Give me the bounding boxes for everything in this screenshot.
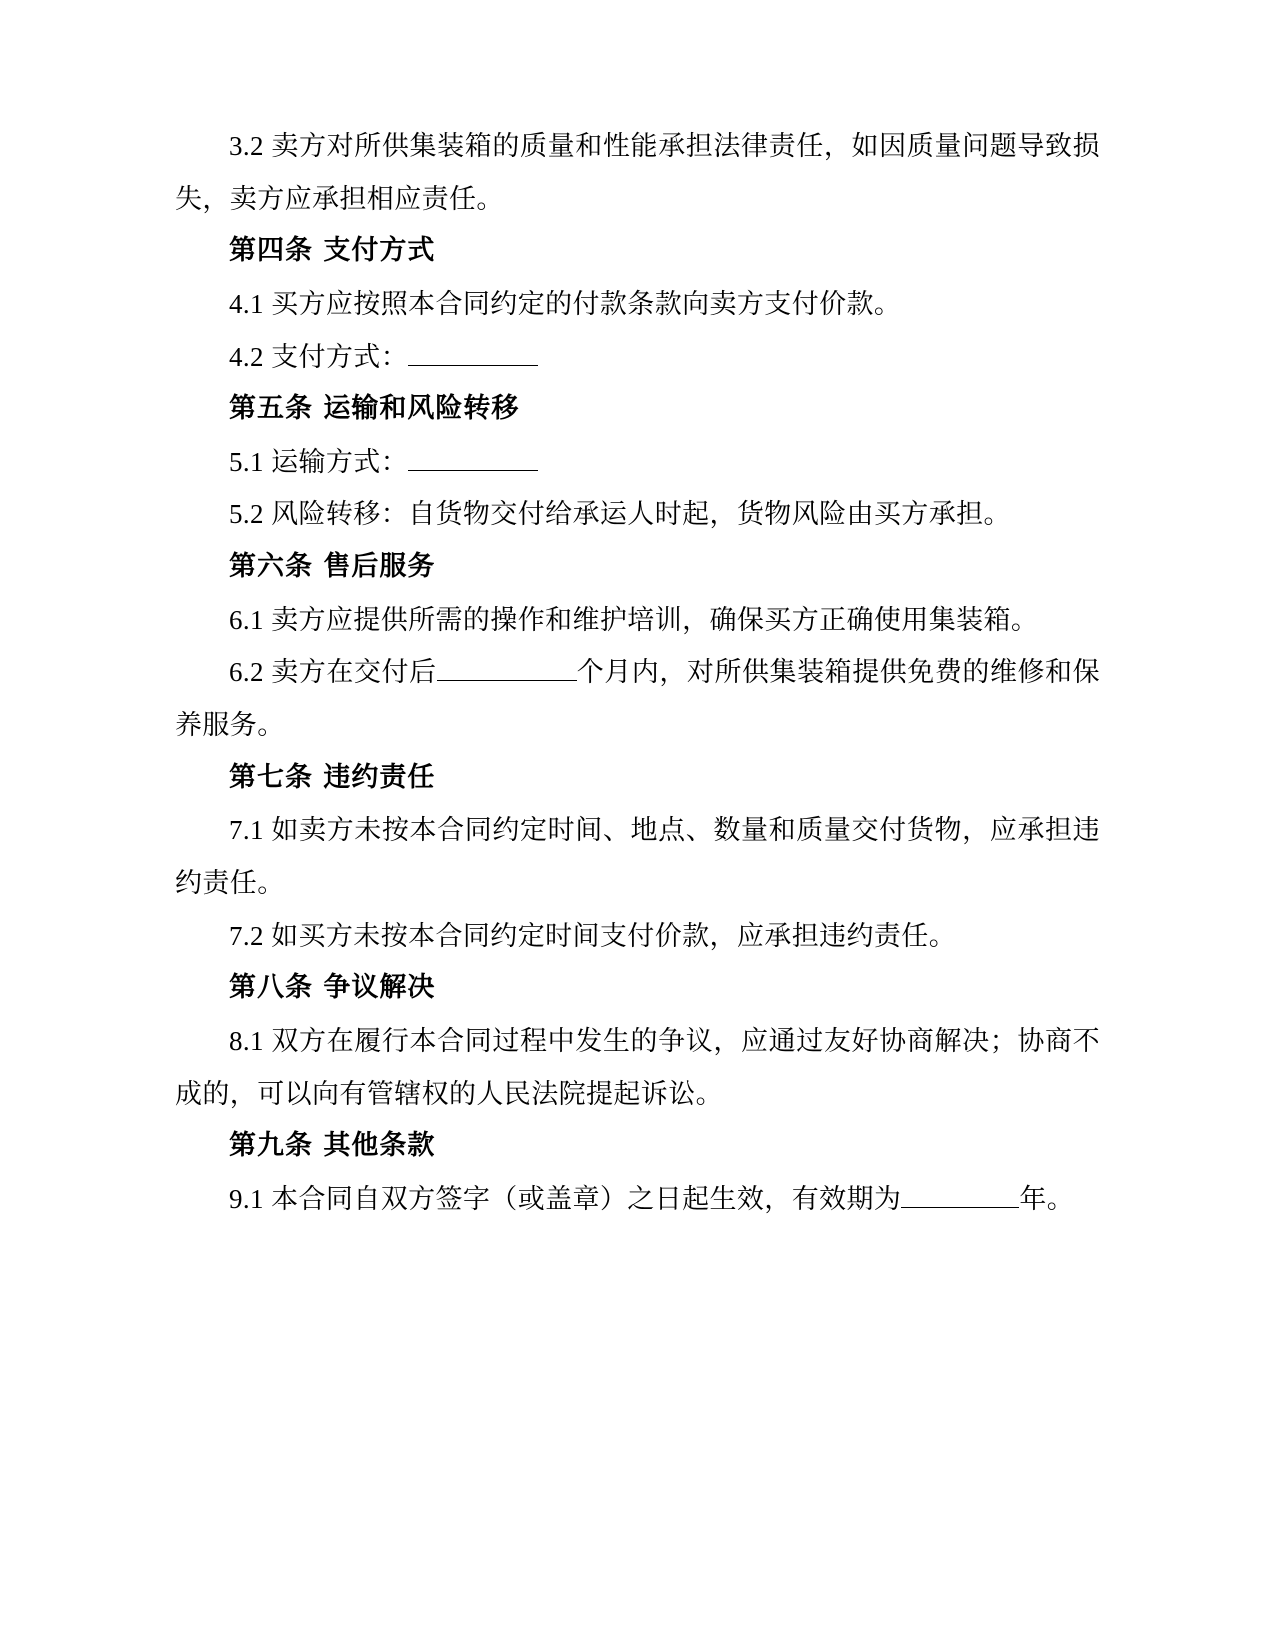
article-8-heading: 第八条 争议解决 xyxy=(229,972,436,1004)
article-4-heading: 第四条 支付方式 xyxy=(229,235,436,267)
article-6-heading: 第六条 售后服务 xyxy=(229,551,436,583)
article-5-heading: 第五条 运输和风险转移 xyxy=(229,393,520,425)
clause-6-2-text-before: 6.2 卖方在交付后 xyxy=(229,657,437,688)
clause-6-2-text-after: 个月内，对所供集装箱提供免费的维修和保养服务。 xyxy=(175,657,1101,741)
validity-years-blank xyxy=(901,1207,1019,1208)
clause-9-1-text-before: 9.1 本合同自双方签字（或盖章）之日起生效，有效期为 xyxy=(229,1183,902,1214)
clause-9-1-text-after: 年。 xyxy=(1019,1183,1075,1214)
warranty-months-blank xyxy=(437,680,577,681)
clause-4-1: 4.1 买方应按照本合同约定的付款条款向卖方支付价款。 xyxy=(229,288,902,319)
clause-4-2-text: 4.2 支付方式： xyxy=(229,341,409,372)
article-9-heading: 第九条 其他条款 xyxy=(229,1130,436,1162)
clause-8-1: 8.1 双方在履行本合同过程中发生的争议，应通过友好协商解决；协商不成的，可以向有管辖权的人民法院提起诉讼。 xyxy=(175,1025,1100,1109)
clause-5-2: 5.2 风险转移：自货物交付给承运人时起，货物风险由买方承担。 xyxy=(229,499,1011,530)
clause-5-1-text: 5.1 运输方式： xyxy=(229,446,409,477)
clause-9-1 xyxy=(175,1173,1100,1226)
transport-method-blank xyxy=(408,470,538,471)
clause-5-1 xyxy=(175,436,1100,489)
document-body xyxy=(175,120,1100,1225)
clause-7-1: 7.1 如卖方未按本合同约定时间、地点、数量和质量交付货物，应承担违约责任。 xyxy=(175,815,1100,898)
clause-4-2 xyxy=(175,331,1100,384)
clause-7-2: 7.2 如买方未按本合同约定时间支付价款，应承担违约责任。 xyxy=(229,920,957,951)
clause-3-2: 3.2 卖方对所供集装箱的质量和性能承担法律责任，如因质量问题导致损失，卖方应承担相应责任。 xyxy=(175,131,1100,214)
clause-6-1: 6.1 卖方应提供所需的操作和维护培训，确保买方正确使用集装箱。 xyxy=(229,604,1039,635)
payment-method-blank xyxy=(408,365,538,366)
clause-6-2 xyxy=(175,646,1100,751)
article-7-heading: 第七条 违约责任 xyxy=(229,761,436,793)
